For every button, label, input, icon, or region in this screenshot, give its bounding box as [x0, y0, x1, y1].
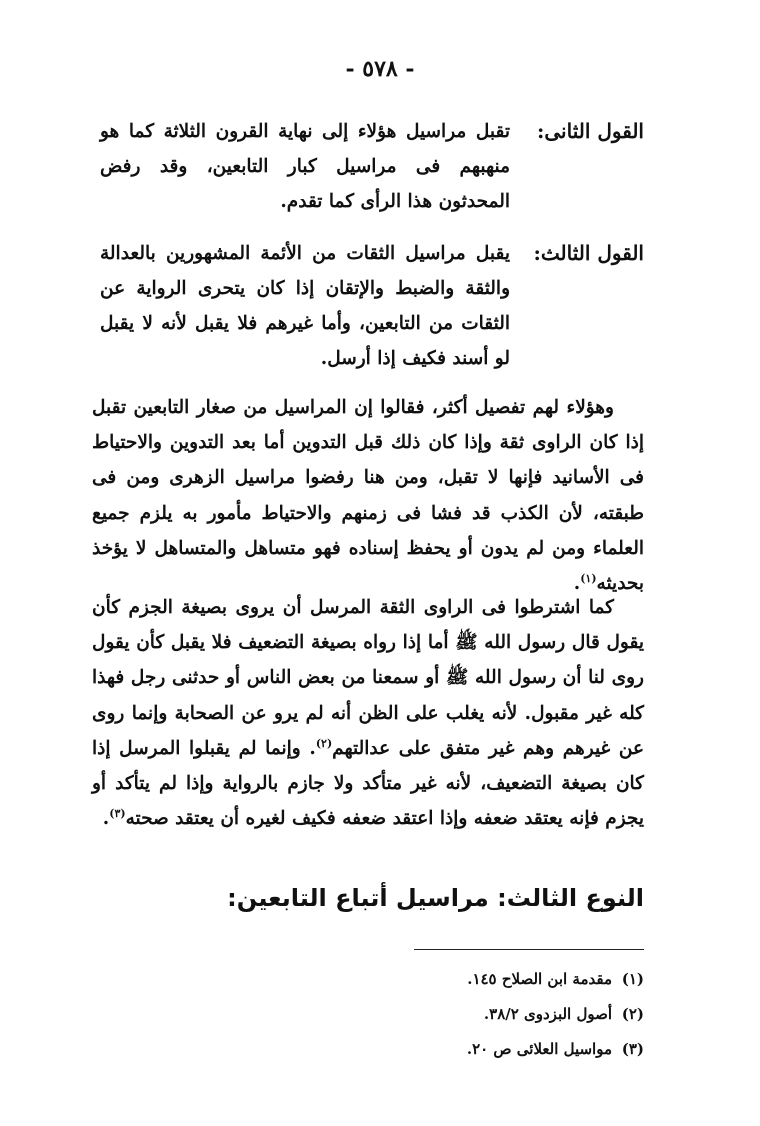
- opinion-text: تقبل مراسيل هؤلاء إلى نهاية القرون الثلاثة كما هو منهبهم فى مراسيل كبار التابعين، وقد رفض المحدثون هذا الرأى كما تقدم.: [100, 121, 510, 212]
- paragraph-text: . وإنما لم يقبلوا المرسل إذا كان بصيغة التضعيف، لأنه غير متأكد ولا جازم بالرواية وإذا لم يتأكد أو يجزم فإنه يعتقد ضعفه وإذا اعتقد ضعفه فكيف لغيره أن يعتقد صحته: [92, 737, 644, 830]
- footnote-text: مواسيل العلائى ص ٢٠.: [466, 1040, 612, 1058]
- footnote-number: (٣): [621, 1040, 644, 1058]
- opinion-text: يقبل مراسيل الثقات من الأئمة المشهورين بالعدالة والثقة والضبط والإتقان إذا كان يتحرى الرواية عن الثقات من التابعين، وأما غيرهم فلا يقبل لأنه لا يقبل لو أسند فكيف إذا أرسل.: [100, 243, 510, 369]
- footnote-text: مقدمة ابن الصلاح ١٤٥.: [467, 970, 612, 988]
- body-paragraph: [92, 390, 644, 601]
- paragraph-text: وهؤلاء لهم تفصيل أكثر، فقالوا إن المراسيل من صغار التابعين تقبل إذا كان الراوى ثقة وإذا كان ذلك قبل التدوين أما بعد التدوين والاحتياط فى الأسانيد فإنها لا تقبل، ومن هنا رفضوا مراسيل الزهرى ومن فى طبقته، لأن الكذب قد فشا فى زمنهم والاحتياط مأمور به يلزم جميع العلماء ومن لم يدون أو يحفظ إسناده فهو متساهل والمتساهل لا يؤخذ بحديثه: [92, 397, 644, 595]
- footnotes: [92, 962, 644, 1067]
- footnote-marker: (٢): [315, 736, 333, 750]
- opinion-label: القول الثانى:: [537, 119, 644, 143]
- paragraph-tail: .: [102, 808, 110, 830]
- footnote-text: أصول البزدوى ٣٨/٢.: [483, 1005, 612, 1023]
- footnote-marker: (١): [580, 571, 597, 585]
- opinion-label: القول الثالث:: [533, 241, 644, 265]
- footnote-number: (٢): [621, 1005, 644, 1023]
- footnote-marker: (٣): [109, 807, 126, 821]
- footnote-item: [92, 1032, 644, 1067]
- paragraph-text: كما اشترطوا فى الراوى الثقة المرسل أن يروى بصيغة الجزم كأن يقول قال رسول الله ﷺ أما إذا رواه بصيغة التضعيف فلا يقبل كأن يقول روى لنا أن رسول الله ﷺ أو سمعنا من بعض الناس أو حدثنى رجل فهذا كله غير مقبول. لأنه يغلب على الظن أنه لم يرو عن الصحابة وإنما روى عن غيرهم وهم غير متفق على عدالتهم: [92, 597, 644, 759]
- page-number: - ٥٧٨ -: [345, 56, 415, 82]
- body-paragraph: [92, 590, 644, 836]
- paragraph-tail: .: [573, 573, 581, 595]
- footnote-item: [92, 962, 644, 997]
- footnote-divider: [414, 949, 644, 950]
- section-heading: النوع الثالث: مراسيل أتباع التابعين:: [227, 884, 644, 912]
- footnote-number: (١): [621, 970, 644, 988]
- footnote-item: [92, 997, 644, 1032]
